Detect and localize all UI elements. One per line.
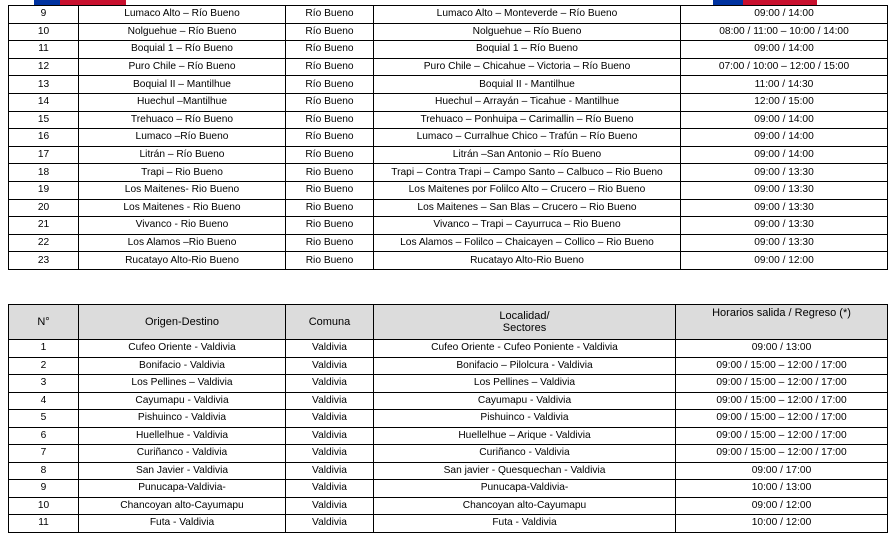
cell-num: 11: [9, 41, 79, 59]
cell-comuna: Valdivia: [286, 410, 374, 428]
cell-origin: Los Maitenes - Rio Bueno: [79, 199, 286, 217]
cell-origin: Lumaco –Río Bueno: [79, 129, 286, 147]
cell-comuna: Rio Bueno: [286, 217, 374, 235]
cell-num: 18: [9, 164, 79, 182]
cell-horario: 09:00 / 15:00 – 12:00 / 17:00: [676, 392, 888, 410]
cell-origin: Lumaco Alto – Río Bueno: [79, 6, 286, 24]
table-row: [9, 480, 888, 498]
table-row: [9, 111, 888, 129]
cell-comuna: Rio Bueno: [286, 234, 374, 252]
cell-horario: 09:00 / 14:00: [681, 6, 888, 24]
cell-horario: 09:00 / 15:00 – 12:00 / 17:00: [676, 357, 888, 375]
table-row: [9, 217, 888, 235]
header-localidad-line1: Localidad/: [499, 310, 550, 322]
cell-origin: Bonifacio - Valdivia: [79, 357, 286, 375]
header-origin: Origen-Destino: [79, 305, 286, 340]
cell-origin: Trapi – Rio Bueno: [79, 164, 286, 182]
cell-num: 10: [9, 23, 79, 41]
table-row: [9, 252, 888, 270]
cell-comuna: Río Bueno: [286, 6, 374, 24]
cell-origin: Huellelhue - Valdivia: [79, 427, 286, 445]
cell-num: 17: [9, 146, 79, 164]
cell-origin: Cayumapu - Valdivia: [79, 392, 286, 410]
cell-localidad: Lumaco Alto – Monteverde – Río Bueno: [374, 6, 681, 24]
cell-horario: 08:00 / 11:00 – 10:00 / 14:00: [681, 23, 888, 41]
table-header-row: [9, 305, 888, 340]
table-row: [9, 427, 888, 445]
cell-horario: 09:00 / 13:30: [681, 164, 888, 182]
cell-localidad: Vivanco – Trapi – Cayurruca – Rio Bueno: [374, 217, 681, 235]
cell-localidad: Cufeo Oriente - Cufeo Poniente - Valdivia: [374, 340, 676, 358]
cell-horario: 09:00 / 13:30: [681, 217, 888, 235]
cell-origin: Nolguehue – Río Bueno: [79, 23, 286, 41]
cell-localidad: San javier - Quesquechan - Valdivia: [374, 462, 676, 480]
cell-localidad: Lumaco – Curralhue Chico – Trafún – Río Bueno: [374, 129, 681, 147]
cell-num: 21: [9, 217, 79, 235]
cell-num: 14: [9, 93, 79, 111]
cell-comuna: Rio Bueno: [286, 164, 374, 182]
table-row: [9, 497, 888, 515]
cell-origin: Boquial 1 – Río Bueno: [79, 41, 286, 59]
cell-horario: 09:00 / 15:00 – 12:00 / 17:00: [676, 427, 888, 445]
cell-localidad: Cayumapu - Valdivia: [374, 392, 676, 410]
cell-horario: 07:00 / 10:00 – 12:00 / 15:00: [681, 58, 888, 76]
cell-num: 22: [9, 234, 79, 252]
table-row: [9, 515, 888, 533]
schedule-table-rio-bueno: [8, 5, 888, 270]
cell-horario: 09:00 / 12:00: [676, 497, 888, 515]
cell-num: 2: [9, 357, 79, 375]
cell-comuna: Río Bueno: [286, 58, 374, 76]
cell-localidad: Huechul – Arrayán – Ticahue - Mantilhue: [374, 93, 681, 111]
table-row: [9, 199, 888, 217]
cell-num: 11: [9, 515, 79, 533]
cell-comuna: Valdivia: [286, 462, 374, 480]
cell-comuna: Valdivia: [286, 392, 374, 410]
cell-comuna: Valdivia: [286, 427, 374, 445]
cell-num: 8: [9, 462, 79, 480]
cell-localidad: Boquial II - Mantilhue: [374, 76, 681, 94]
cell-horario: 09:00 / 15:00 – 12:00 / 17:00: [676, 375, 888, 393]
cell-localidad: Rucatayo Alto-Rio Bueno: [374, 252, 681, 270]
cell-localidad: Pishuinco - Valdivia: [374, 410, 676, 428]
cell-localidad: Curiñanco - Valdivia: [374, 445, 676, 463]
cell-localidad: Los Pellines – Valdivia: [374, 375, 676, 393]
cell-comuna: Río Bueno: [286, 93, 374, 111]
cell-localidad: Bonifacio – Pilolcura - Valdivia: [374, 357, 676, 375]
table-row: [9, 410, 888, 428]
cell-comuna: Valdivia: [286, 375, 374, 393]
cell-comuna: Valdivia: [286, 357, 374, 375]
cell-origin: Boquial II – Mantilhue: [79, 76, 286, 94]
cell-num: 15: [9, 111, 79, 129]
cell-horario: 12:00 / 15:00: [681, 93, 888, 111]
cell-origin: Los Pellines – Valdivia: [79, 375, 286, 393]
header-num: N°: [9, 305, 79, 340]
cell-comuna: Rio Bueno: [286, 252, 374, 270]
cell-localidad: Huellelhue – Arique - Valdivia: [374, 427, 676, 445]
cell-origin: San Javier - Valdivia: [79, 462, 286, 480]
table-row: [9, 340, 888, 358]
header-localidad: [374, 305, 676, 340]
cell-origin: Rucatayo Alto-Rio Bueno: [79, 252, 286, 270]
header-comuna: Comuna: [286, 305, 374, 340]
cell-comuna: Rio Bueno: [286, 199, 374, 217]
cell-comuna: Río Bueno: [286, 146, 374, 164]
cell-comuna: Valdivia: [286, 497, 374, 515]
cell-localidad: Los Maitenes – San Blas – Crucero – Rio Bueno: [374, 199, 681, 217]
cell-comuna: Valdivia: [286, 515, 374, 533]
cell-origin: Los Alamos –Rio Bueno: [79, 234, 286, 252]
cell-origin: Chancoyan alto-Cayumapu: [79, 497, 286, 515]
cell-num: 9: [9, 6, 79, 24]
table-row: [9, 23, 888, 41]
cell-num: 5: [9, 410, 79, 428]
table-row: [9, 93, 888, 111]
table-row: [9, 58, 888, 76]
cell-horario: 09:00 / 13:30: [681, 199, 888, 217]
cell-horario: 09:00 / 14:00: [681, 111, 888, 129]
table-row: [9, 181, 888, 199]
cell-num: 16: [9, 129, 79, 147]
cell-comuna: Rio Bueno: [286, 181, 374, 199]
cell-localidad: Los Maitenes por Folilco Alto – Crucero – Rio Bueno: [374, 181, 681, 199]
cell-num: 10: [9, 497, 79, 515]
cell-origin: Vivanco - Rio Bueno: [79, 217, 286, 235]
cell-origin: Los Maitenes- Rio Bueno: [79, 181, 286, 199]
cell-horario: 11:00 / 14:30: [681, 76, 888, 94]
cell-localidad: Futa - Valdivia: [374, 515, 676, 533]
cell-num: 4: [9, 392, 79, 410]
cell-comuna: Río Bueno: [286, 23, 374, 41]
cell-comuna: Río Bueno: [286, 76, 374, 94]
cell-localidad: Litrán –San Antonio – Río Bueno: [374, 146, 681, 164]
cell-num: 12: [9, 58, 79, 76]
table-row: [9, 146, 888, 164]
cell-comuna: Río Bueno: [286, 129, 374, 147]
cell-horario: 09:00 / 15:00 – 12:00 / 17:00: [676, 410, 888, 428]
cell-localidad: Trapi – Contra Trapi – Campo Santo – Calbuco – Rio Bueno: [374, 164, 681, 182]
table-row: [9, 41, 888, 59]
cell-horario: 09:00 / 14:00: [681, 41, 888, 59]
cell-origin: Trehuaco – Río Bueno: [79, 111, 286, 129]
cell-origin: Litrán – Río Bueno: [79, 146, 286, 164]
cell-origin: Punucapa-Valdivia-: [79, 480, 286, 498]
cell-comuna: Río Bueno: [286, 111, 374, 129]
cell-comuna: Río Bueno: [286, 41, 374, 59]
cell-origin: Huechul –Mantilhue: [79, 93, 286, 111]
table-row: [9, 129, 888, 147]
cell-horario: 09:00 / 14:00: [681, 146, 888, 164]
cell-horario: 09:00 / 13:00: [676, 340, 888, 358]
cell-num: 23: [9, 252, 79, 270]
cell-comuna: Valdivia: [286, 340, 374, 358]
cell-horario: 09:00 / 17:00: [676, 462, 888, 480]
cell-horario: 09:00 / 15:00 – 12:00 / 17:00: [676, 445, 888, 463]
cell-localidad: Los Alamos – Folilco – Chaicayen – Collico – Rio Bueno: [374, 234, 681, 252]
cell-num: 6: [9, 427, 79, 445]
cell-num: 1: [9, 340, 79, 358]
cell-localidad: Chancoyan alto-Cayumapu: [374, 497, 676, 515]
cell-comuna: Valdivia: [286, 445, 374, 463]
cell-horario: 09:00 / 14:00: [681, 129, 888, 147]
cell-horario: 10:00 / 12:00: [676, 515, 888, 533]
table-row: [9, 234, 888, 252]
cell-num: 9: [9, 480, 79, 498]
cell-localidad: Nolguehue – Río Bueno: [374, 23, 681, 41]
table-row: [9, 76, 888, 94]
cell-localidad: Punucapa-Valdivia-: [374, 480, 676, 498]
cell-num: 20: [9, 199, 79, 217]
cell-origin: Cufeo Oriente - Valdivia: [79, 340, 286, 358]
table-row: [9, 445, 888, 463]
table-row: [9, 375, 888, 393]
cell-horario: 10:00 / 13:00: [676, 480, 888, 498]
table-row: [9, 462, 888, 480]
cell-num: 3: [9, 375, 79, 393]
table-row: [9, 164, 888, 182]
header-horario: Horarios salida / Regreso (*): [676, 305, 888, 340]
cell-origin: Pishuinco - Valdivia: [79, 410, 286, 428]
cell-localidad: Trehuaco – Ponhuipa – Carimallin – Río Bueno: [374, 111, 681, 129]
cell-comuna: Valdivia: [286, 480, 374, 498]
header-localidad-line2: Sectores: [502, 322, 547, 334]
cell-localidad: Boquial 1 – Río Bueno: [374, 41, 681, 59]
table-row: [9, 392, 888, 410]
table-row: [9, 6, 888, 24]
cell-origin: Puro Chile – Río Bueno: [79, 58, 286, 76]
cell-num: 19: [9, 181, 79, 199]
cell-origin: Curiñanco - Valdivia: [79, 445, 286, 463]
cell-num: 13: [9, 76, 79, 94]
cell-horario: 09:00 / 12:00: [681, 252, 888, 270]
cell-horario: 09:00 / 13:30: [681, 234, 888, 252]
cell-horario: 09:00 / 13:30: [681, 181, 888, 199]
schedule-table-valdivia: [8, 304, 888, 533]
table-row: [9, 357, 888, 375]
cell-origin: Futa - Valdivia: [79, 515, 286, 533]
cell-num: 7: [9, 445, 79, 463]
cell-localidad: Puro Chile – Chicahue – Victoria – Río Bueno: [374, 58, 681, 76]
